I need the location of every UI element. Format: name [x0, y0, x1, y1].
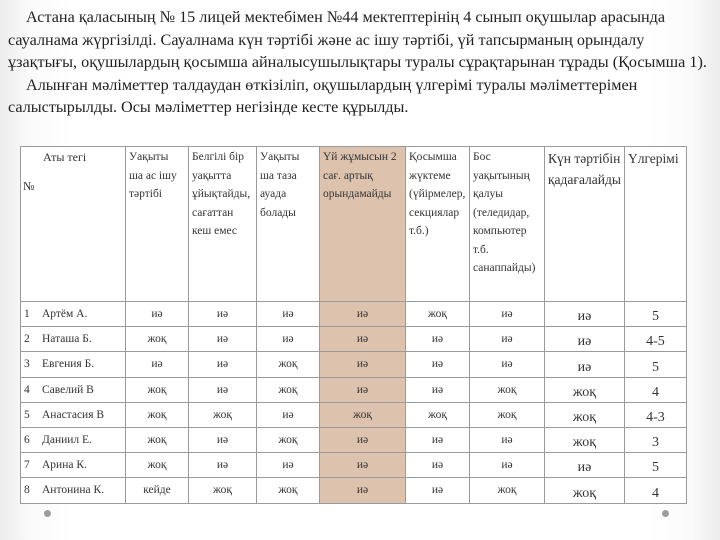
table-row	[21, 377, 687, 402]
cell-number-name	[21, 453, 126, 478]
cell-grade: 4-5	[624, 327, 686, 352]
header-fresh-air: Уақыты ша таза ауада болады	[257, 147, 320, 302]
cell-homework: иә	[320, 427, 406, 452]
header-meal-schedule: Уақыты ша ас ішу тәртібі	[126, 147, 189, 302]
cell-number-name	[21, 352, 126, 377]
decor-dot-left	[44, 510, 51, 517]
cell-homework: иә	[320, 453, 406, 478]
cell-meal-schedule: жоқ	[126, 453, 189, 478]
header-sleep-time: Белгілі бір уақытта ұйықтайды, сағаттан кеш емес	[189, 147, 257, 302]
cell-number-name	[21, 402, 126, 427]
table-row	[21, 402, 687, 427]
header-homework: Үй жұмысын 2 сағ. артық орындамайды	[320, 147, 406, 302]
cell-grade: 4	[624, 377, 686, 402]
cell-fresh-air: иә	[257, 327, 320, 352]
cell-daily-routine: жоқ	[545, 377, 625, 402]
cell-daily-routine: жоқ	[545, 478, 625, 503]
cell-homework: жоқ	[320, 402, 406, 427]
cell-extra-load: иә	[406, 427, 470, 452]
row-number: 1	[24, 308, 30, 321]
cell-daily-routine: иә	[545, 352, 625, 377]
cell-sleep-time: жоқ	[189, 478, 257, 503]
row-number: 4	[24, 383, 30, 396]
cell-fresh-air: жоқ	[257, 427, 320, 452]
decor-dot-right	[662, 510, 669, 517]
cell-free-time: жоқ	[470, 478, 545, 503]
cell-daily-routine: жоқ	[545, 402, 625, 427]
student-name: Савелий В	[42, 383, 94, 396]
cell-daily-routine: жоқ	[545, 427, 625, 452]
student-name: Арина К.	[42, 459, 87, 472]
intro-paragraph-1: Астана қаласының № 15 лицей мектебімен №44 мектептерінің 4 сынып оқушылар арасында сауалнама жүргізілді. Сауалнама күн тәртібі және ас ішу тәртібі, үй тапсырманың орындалу ұзақтығы, оқушылардың қосымша айналысушылықтары туралы сұрақтарынан тұрады (Қосымша 1).	[8, 8, 707, 71]
cell-sleep-time: иә	[189, 327, 257, 352]
header-row	[21, 147, 687, 302]
table-row	[21, 427, 687, 452]
cell-number-name	[21, 478, 126, 503]
cell-grade: 5	[624, 302, 686, 327]
cell-meal-schedule: кейде	[126, 478, 189, 503]
cell-free-time: иә	[470, 427, 545, 452]
cell-extra-load: иә	[406, 352, 470, 377]
cell-sleep-time: жоқ	[189, 402, 257, 427]
cell-sleep-time: иә	[189, 453, 257, 478]
cell-sleep-time: иә	[189, 427, 257, 452]
cell-number-name	[21, 427, 126, 452]
row-number: 7	[24, 459, 30, 472]
cell-extra-load: жоқ	[406, 402, 470, 427]
student-name: Евгения Б.	[42, 358, 95, 371]
cell-free-time: жоқ	[470, 377, 545, 402]
cell-daily-routine: иә	[545, 302, 625, 327]
cell-free-time: иә	[470, 327, 545, 352]
cell-number-name	[21, 327, 126, 352]
cell-free-time: иә	[470, 302, 545, 327]
cell-grade: 5	[624, 453, 686, 478]
cell-sleep-time: иә	[189, 302, 257, 327]
cell-fresh-air: иә	[257, 302, 320, 327]
cell-homework: иә	[320, 478, 406, 503]
student-name: Даниил Е.	[42, 434, 92, 447]
intro-text	[8, 6, 708, 119]
header-grade: Үлгерімі	[624, 147, 686, 302]
cell-fresh-air: иә	[257, 402, 320, 427]
student-name: Анастасия В	[42, 408, 105, 421]
cell-fresh-air: жоқ	[257, 352, 320, 377]
cell-homework: иә	[320, 327, 406, 352]
cell-number-name	[21, 377, 126, 402]
cell-fresh-air: иә	[257, 453, 320, 478]
cell-sleep-time: иә	[189, 377, 257, 402]
row-number: 2	[24, 333, 30, 346]
cell-meal-schedule: иә	[126, 302, 189, 327]
cell-number-name	[21, 302, 126, 327]
table-row	[21, 352, 687, 377]
header-free-time: Бос уақытының қалуы (теледидар, компьютер т.б. санаппайды)	[470, 147, 545, 302]
header-name: Аты тегі	[43, 150, 87, 164]
cell-fresh-air: жоқ	[257, 377, 320, 402]
cell-free-time: жоқ	[470, 402, 545, 427]
cell-free-time: иә	[470, 352, 545, 377]
header-daily-routine: Күн тәртібін қадағалайды	[545, 147, 625, 302]
cell-free-time: иә	[470, 453, 545, 478]
table-row	[21, 327, 687, 352]
cell-daily-routine: иә	[545, 453, 625, 478]
cell-extra-load: жоқ	[406, 302, 470, 327]
cell-grade: 4-3	[624, 402, 686, 427]
table-row	[21, 302, 687, 327]
cell-meal-schedule: иә	[126, 352, 189, 377]
row-number: 3	[24, 358, 30, 371]
cell-grade: 4	[624, 478, 686, 503]
header-number: №	[23, 179, 35, 193]
table-row	[21, 478, 687, 503]
cell-extra-load: иә	[406, 327, 470, 352]
cell-homework: иә	[320, 302, 406, 327]
row-number: 6	[24, 434, 30, 447]
table-row	[21, 453, 687, 478]
cell-sleep-time: иә	[189, 352, 257, 377]
cell-grade: 5	[624, 352, 686, 377]
cell-meal-schedule: жоқ	[126, 427, 189, 452]
cell-extra-load: иә	[406, 478, 470, 503]
survey-table	[20, 146, 687, 504]
cell-fresh-air: жоқ	[257, 478, 320, 503]
cell-daily-routine: иә	[545, 327, 625, 352]
row-number: 5	[24, 408, 30, 421]
student-name: Антонина К.	[42, 484, 105, 497]
cell-homework: иә	[320, 377, 406, 402]
student-name: Наташа Б.	[42, 333, 92, 346]
intro-paragraph-2: Алынған мәліметтер талдаудан өткізіліп, оқушылардың үлгерімі туралы мәліметтерімен салыстырылды. Осы мәліметтер негізінде кесте құрылды.	[8, 75, 638, 116]
header-number-name	[21, 147, 126, 302]
cell-extra-load: иә	[406, 377, 470, 402]
student-name: Артём А.	[42, 308, 88, 321]
cell-meal-schedule: жоқ	[126, 402, 189, 427]
cell-meal-schedule: жоқ	[126, 377, 189, 402]
row-number: 8	[24, 484, 30, 497]
cell-grade: 3	[624, 427, 686, 452]
cell-homework: иә	[320, 352, 406, 377]
cell-meal-schedule: жоқ	[126, 327, 189, 352]
header-extra-load: Қосымша жүктеме (үйірмелер, секциялар т.б.)	[406, 147, 470, 302]
cell-extra-load: иә	[406, 453, 470, 478]
